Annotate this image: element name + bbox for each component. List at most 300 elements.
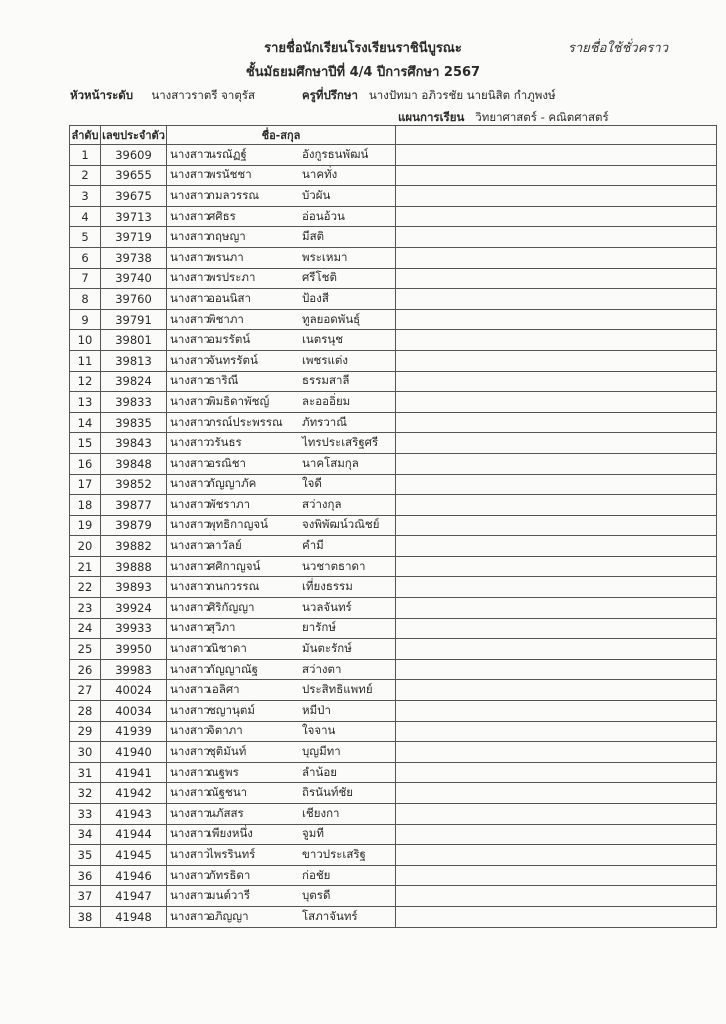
last-name: จงพิพัฒน์วณิชย์ bbox=[302, 517, 380, 532]
row-number: 19 bbox=[70, 515, 101, 536]
first-name: อรณิชา bbox=[208, 455, 247, 470]
student-name bbox=[167, 536, 396, 557]
first-name: ธาริณี bbox=[208, 373, 239, 388]
name-title: นางสาว bbox=[170, 599, 210, 614]
first-name: ชญานุตม์ bbox=[208, 702, 255, 717]
table-row bbox=[70, 371, 717, 392]
first-name: กมลวรรณ bbox=[208, 187, 260, 202]
first-name: สุวิภา bbox=[208, 620, 236, 635]
first-name: จันทรรัตน์ bbox=[208, 352, 258, 367]
student-name bbox=[167, 392, 396, 413]
student-id: 39882 bbox=[101, 536, 167, 557]
name-title: นางสาว bbox=[170, 393, 210, 408]
name-title: นางสาว bbox=[170, 558, 210, 573]
name-title: นางสาว bbox=[170, 867, 210, 882]
blank-cell bbox=[396, 536, 717, 557]
blank-cell bbox=[396, 618, 717, 639]
name-title: นางสาว bbox=[170, 661, 210, 676]
table-row bbox=[70, 350, 717, 371]
table-row bbox=[70, 165, 717, 186]
table-row bbox=[70, 556, 717, 577]
row-number: 6 bbox=[70, 247, 101, 268]
table-row bbox=[70, 618, 717, 639]
blank-cell bbox=[396, 330, 717, 351]
last-name: นวชาตธาดา bbox=[302, 558, 366, 573]
first-name: พัชราภา bbox=[208, 496, 251, 511]
head-teacher-value: นางสาวราตรี จาตุรัส bbox=[151, 88, 256, 102]
row-number: 11 bbox=[70, 350, 101, 371]
blank-cell bbox=[396, 392, 717, 413]
blank-cell bbox=[396, 145, 717, 166]
advisor-value: นางปัทมา อภิวรชัย นายนิสิต กำภูพงษ์ bbox=[368, 88, 556, 102]
row-number: 21 bbox=[70, 556, 101, 577]
last-name: ถิรนันท์ชัย bbox=[302, 785, 353, 800]
name-title: นางสาว bbox=[170, 373, 210, 388]
student-id: 39719 bbox=[101, 227, 167, 248]
first-name: ออนนิสา bbox=[208, 290, 252, 305]
student-id: 39609 bbox=[101, 145, 167, 166]
name-title: นางสาว bbox=[170, 249, 210, 264]
table-row bbox=[70, 845, 717, 866]
student-id: 39801 bbox=[101, 330, 167, 351]
student-name bbox=[167, 247, 396, 268]
row-number: 23 bbox=[70, 598, 101, 619]
student-name bbox=[167, 165, 396, 186]
table-row bbox=[70, 309, 717, 330]
first-name: พุทธิกาญจน์ bbox=[208, 517, 268, 532]
student-id: 40024 bbox=[101, 680, 167, 701]
row-number: 4 bbox=[70, 206, 101, 227]
table-row bbox=[70, 247, 717, 268]
name-title: นางสาว bbox=[170, 744, 210, 759]
student-id: 41944 bbox=[101, 824, 167, 845]
name-title: นางสาว bbox=[170, 352, 210, 367]
table-row bbox=[70, 742, 717, 763]
last-name: เพชรแต่ง bbox=[302, 352, 348, 367]
student-name bbox=[167, 453, 396, 474]
first-name: กัญญาภัค bbox=[208, 476, 257, 491]
row-number: 33 bbox=[70, 804, 101, 825]
student-name bbox=[167, 309, 396, 330]
document-title: รายชื่อนักเรียนโรงเรียนราชินีบูรณะ bbox=[264, 41, 462, 56]
student-id: 39888 bbox=[101, 556, 167, 577]
table-row bbox=[70, 762, 717, 783]
name-title: นางสาว bbox=[170, 579, 210, 594]
student-name bbox=[167, 515, 396, 536]
name-title: นางสาว bbox=[170, 435, 210, 450]
last-name: บัวผัน bbox=[302, 187, 331, 202]
blank-cell bbox=[396, 268, 717, 289]
student-id: 39675 bbox=[101, 186, 167, 207]
student-name bbox=[167, 268, 396, 289]
student-id: 39893 bbox=[101, 577, 167, 598]
student-name bbox=[167, 886, 396, 907]
name-title: นางสาว bbox=[170, 476, 210, 491]
student-name bbox=[167, 371, 396, 392]
first-name: จิตาภา bbox=[208, 723, 243, 738]
name-title: นางสาว bbox=[170, 146, 210, 161]
student-name bbox=[167, 618, 396, 639]
head-teacher bbox=[70, 87, 255, 105]
last-name: มันตะรักษ์ bbox=[302, 641, 352, 656]
first-name: พรนภา bbox=[208, 249, 244, 264]
student-name bbox=[167, 804, 396, 825]
name-title: นางสาว bbox=[170, 785, 210, 800]
first-name: นภัสสร bbox=[208, 805, 244, 820]
student-name bbox=[167, 577, 396, 598]
blank-cell bbox=[396, 886, 717, 907]
table-row bbox=[70, 824, 717, 845]
table-row bbox=[70, 515, 717, 536]
name-title: นางสาว bbox=[170, 702, 210, 717]
last-name: ขาวประเสริฐ bbox=[302, 846, 366, 861]
row-number: 17 bbox=[70, 474, 101, 495]
student-name bbox=[167, 433, 396, 454]
student-id: 41941 bbox=[101, 762, 167, 783]
row-number: 15 bbox=[70, 433, 101, 454]
table-row bbox=[70, 186, 717, 207]
name-title: นางสาว bbox=[170, 229, 210, 244]
table-row bbox=[70, 474, 717, 495]
blank-cell bbox=[396, 865, 717, 886]
row-number: 20 bbox=[70, 536, 101, 557]
student-id: 41943 bbox=[101, 804, 167, 825]
last-name: คำมี bbox=[302, 538, 324, 553]
name-title: นางสาว bbox=[170, 455, 210, 470]
blank-cell bbox=[396, 227, 717, 248]
student-id: 39813 bbox=[101, 350, 167, 371]
last-name: จูมที bbox=[302, 826, 324, 841]
row-number: 30 bbox=[70, 742, 101, 763]
student-id: 39740 bbox=[101, 268, 167, 289]
student-id: 39791 bbox=[101, 309, 167, 330]
table-row bbox=[70, 906, 717, 927]
table-row bbox=[70, 495, 717, 516]
first-name: ณัฐชนา bbox=[208, 785, 248, 800]
last-name: ประสิทธิแพทย์ bbox=[302, 682, 373, 697]
student-name bbox=[167, 639, 396, 660]
last-name: ทูลยอดพันธุ์ bbox=[302, 311, 361, 326]
blank-cell bbox=[396, 783, 717, 804]
last-name: ใจดี bbox=[302, 476, 322, 491]
table-row bbox=[70, 227, 717, 248]
blank-cell bbox=[396, 701, 717, 722]
student-name bbox=[167, 289, 396, 310]
row-number: 28 bbox=[70, 701, 101, 722]
table-row bbox=[70, 536, 717, 557]
blank-cell bbox=[396, 350, 717, 371]
student-id: 39933 bbox=[101, 618, 167, 639]
blank-cell bbox=[396, 474, 717, 495]
row-number: 29 bbox=[70, 721, 101, 742]
row-number: 38 bbox=[70, 906, 101, 927]
student-id: 39877 bbox=[101, 495, 167, 516]
blank-cell bbox=[396, 186, 717, 207]
last-name: นวลจันทร์ bbox=[302, 599, 352, 614]
blank-cell bbox=[396, 721, 717, 742]
table-row bbox=[70, 865, 717, 886]
student-id: 39833 bbox=[101, 392, 167, 413]
student-name bbox=[167, 721, 396, 742]
column-header-name: ชื่อ-สกุล bbox=[167, 126, 396, 145]
table-row bbox=[70, 453, 717, 474]
student-id: 39713 bbox=[101, 206, 167, 227]
blank-cell bbox=[396, 165, 717, 186]
last-name: ศรีโชติ bbox=[302, 270, 337, 285]
row-number: 9 bbox=[70, 309, 101, 330]
table-row bbox=[70, 145, 717, 166]
student-name bbox=[167, 742, 396, 763]
row-number: 7 bbox=[70, 268, 101, 289]
blank-cell bbox=[396, 639, 717, 660]
student-name bbox=[167, 206, 396, 227]
last-name: ยารักษ์ bbox=[302, 620, 336, 635]
table-row bbox=[70, 392, 717, 413]
name-title: นางสาว bbox=[170, 187, 210, 202]
first-name: นรณัฏฐ์ bbox=[208, 146, 247, 161]
student-id: 39924 bbox=[101, 598, 167, 619]
row-number: 18 bbox=[70, 495, 101, 516]
blank-cell bbox=[396, 247, 717, 268]
student-name bbox=[167, 474, 396, 495]
name-title: นางสาว bbox=[170, 496, 210, 511]
student-id: 39655 bbox=[101, 165, 167, 186]
blank-cell bbox=[396, 206, 717, 227]
table-row bbox=[70, 433, 717, 454]
student-name bbox=[167, 906, 396, 927]
row-number: 5 bbox=[70, 227, 101, 248]
student-id: 41946 bbox=[101, 865, 167, 886]
student-name bbox=[167, 845, 396, 866]
name-title: นางสาว bbox=[170, 414, 210, 429]
student-id: 39738 bbox=[101, 247, 167, 268]
row-number: 36 bbox=[70, 865, 101, 886]
row-number: 2 bbox=[70, 165, 101, 186]
student-name bbox=[167, 412, 396, 433]
student-id: 40034 bbox=[101, 701, 167, 722]
row-number: 34 bbox=[70, 824, 101, 845]
first-name: ไพรรินทร์ bbox=[208, 846, 256, 861]
student-name bbox=[167, 701, 396, 722]
table-row bbox=[70, 639, 717, 660]
row-number: 31 bbox=[70, 762, 101, 783]
student-name bbox=[167, 186, 396, 207]
student-id: 39843 bbox=[101, 433, 167, 454]
name-title: นางสาว bbox=[170, 290, 210, 305]
blank-cell bbox=[396, 906, 717, 927]
name-title: นางสาว bbox=[170, 846, 210, 861]
blank-cell bbox=[396, 371, 717, 392]
row-number: 27 bbox=[70, 680, 101, 701]
last-name: สว่างตา bbox=[302, 661, 342, 676]
advisor bbox=[302, 87, 556, 105]
column-header-code: เลขประจำตัว bbox=[101, 126, 167, 145]
student-id: 41948 bbox=[101, 906, 167, 927]
column-header-blank bbox=[396, 126, 717, 145]
student-id: 39879 bbox=[101, 515, 167, 536]
last-name: ละอออิ่ยม bbox=[302, 393, 351, 408]
table-row bbox=[70, 206, 717, 227]
table-row bbox=[70, 886, 717, 907]
student-id: 39852 bbox=[101, 474, 167, 495]
blank-cell bbox=[396, 680, 717, 701]
student-name bbox=[167, 762, 396, 783]
last-name: สว่างกุล bbox=[302, 496, 342, 511]
blank-cell bbox=[396, 598, 717, 619]
last-name: นาคโสมกุล bbox=[302, 455, 359, 470]
last-name: หมีป่า bbox=[302, 702, 331, 717]
row-number: 14 bbox=[70, 412, 101, 433]
blank-cell bbox=[396, 577, 717, 598]
last-name: ลำน้อย bbox=[302, 764, 338, 779]
row-number: 12 bbox=[70, 371, 101, 392]
first-name: พรนัชชา bbox=[208, 167, 252, 182]
student-id: 41942 bbox=[101, 783, 167, 804]
row-number: 37 bbox=[70, 886, 101, 907]
last-name: ไทรประเสริฐศรี bbox=[302, 435, 379, 450]
last-name: ก่อชัย bbox=[302, 867, 331, 882]
student-table bbox=[69, 125, 717, 928]
draft-note: รายชื่อใช้ชั่วคราว bbox=[567, 41, 668, 56]
head-teacher-label: หัวหน้าระดับ bbox=[70, 88, 134, 102]
blank-cell bbox=[396, 309, 717, 330]
student-id: 41939 bbox=[101, 721, 167, 742]
name-title: นางสาว bbox=[170, 805, 210, 820]
advisor-label: ครูที่ปรึกษา bbox=[302, 88, 358, 102]
first-name: ณิชาดา bbox=[208, 641, 247, 656]
name-title: นางสาว bbox=[170, 538, 210, 553]
first-name: ภัทรธิดา bbox=[208, 867, 251, 882]
student-id: 39950 bbox=[101, 639, 167, 660]
program-value: วิทยาศาสตร์ - คณิตศาสตร์ bbox=[475, 110, 609, 124]
last-name: บุตรดี bbox=[302, 888, 331, 903]
first-name: ณฐพร bbox=[208, 764, 239, 779]
first-name: มนต์วารี bbox=[208, 888, 251, 903]
last-name: โสภาจันทร์ bbox=[302, 908, 358, 923]
name-title: นางสาว bbox=[170, 620, 210, 635]
table-row bbox=[70, 577, 717, 598]
column-header-no: ลำดับ bbox=[70, 126, 101, 145]
name-title: นางสาว bbox=[170, 517, 210, 532]
name-title: นางสาว bbox=[170, 826, 210, 841]
blank-cell bbox=[396, 412, 717, 433]
first-name: ชุติมันท์ bbox=[208, 744, 247, 759]
blank-cell bbox=[396, 289, 717, 310]
name-title: นางสาว bbox=[170, 641, 210, 656]
name-title: นางสาว bbox=[170, 270, 210, 285]
student-name bbox=[167, 865, 396, 886]
first-name: กฤษญา bbox=[208, 229, 246, 244]
row-number: 3 bbox=[70, 186, 101, 207]
first-name: ศิริกัญญา bbox=[208, 599, 255, 614]
last-name: เที่ยงธรรม bbox=[302, 579, 353, 594]
program-label: แผนการเรียน bbox=[398, 110, 465, 124]
student-name bbox=[167, 556, 396, 577]
last-name: ใจจาน bbox=[302, 723, 336, 738]
last-name: อ่อนอ้วน bbox=[302, 208, 345, 223]
table-row bbox=[70, 412, 717, 433]
student-name bbox=[167, 598, 396, 619]
student-name bbox=[167, 783, 396, 804]
name-title: นางสาว bbox=[170, 888, 210, 903]
blank-cell bbox=[396, 845, 717, 866]
name-title: นางสาว bbox=[170, 332, 210, 347]
name-title: นางสาว bbox=[170, 908, 210, 923]
table-body bbox=[70, 145, 717, 928]
table-row bbox=[70, 289, 717, 310]
last-name: ป้องสี bbox=[302, 290, 329, 305]
class-subtitle: ชั้นมัธยมศึกษาปีที่ 4/4 ปีการศึกษา 2567 bbox=[245, 65, 481, 80]
name-title: นางสาว bbox=[170, 208, 210, 223]
student-name bbox=[167, 680, 396, 701]
blank-cell bbox=[396, 824, 717, 845]
row-number: 26 bbox=[70, 659, 101, 680]
name-title: นางสาว bbox=[170, 723, 210, 738]
last-name: อังกูรธนพัฒน์ bbox=[302, 146, 369, 161]
first-name: เพียงหนึ่ง bbox=[208, 826, 253, 841]
last-name: เนตรนุช bbox=[302, 332, 344, 347]
student-name bbox=[167, 350, 396, 371]
first-name: ศศิธร bbox=[208, 208, 236, 223]
student-id: 39824 bbox=[101, 371, 167, 392]
student-name bbox=[167, 227, 396, 248]
row-number: 32 bbox=[70, 783, 101, 804]
student-name bbox=[167, 824, 396, 845]
last-name: มีสติ bbox=[302, 229, 325, 244]
row-number: 24 bbox=[70, 618, 101, 639]
first-name: พรประภา bbox=[208, 270, 256, 285]
row-number: 16 bbox=[70, 453, 101, 474]
student-id: 39835 bbox=[101, 412, 167, 433]
last-name: เชียงกา bbox=[302, 805, 340, 820]
table-row bbox=[70, 721, 717, 742]
first-name: พิมธิดาพัชญ์ bbox=[208, 393, 270, 408]
last-name: นาคทั่ง bbox=[302, 167, 338, 182]
first-name: พิชาภา bbox=[208, 311, 244, 326]
blank-cell bbox=[396, 804, 717, 825]
last-name: ภัทรวาณี bbox=[302, 414, 347, 429]
student-id: 39983 bbox=[101, 659, 167, 680]
blank-cell bbox=[396, 762, 717, 783]
first-name: กนกวรรณ bbox=[208, 579, 260, 594]
blank-cell bbox=[396, 433, 717, 454]
table-row bbox=[70, 598, 717, 619]
name-title: นางสาว bbox=[170, 682, 210, 697]
first-name: อภิญญา bbox=[208, 908, 249, 923]
table-row bbox=[70, 659, 717, 680]
table-row bbox=[70, 783, 717, 804]
table-header-row bbox=[70, 126, 717, 145]
row-number: 13 bbox=[70, 392, 101, 413]
last-name: ธรรมสาลี bbox=[302, 373, 350, 388]
last-name: บุญมีทา bbox=[302, 744, 341, 759]
row-number: 35 bbox=[70, 845, 101, 866]
first-name: อมรรัตน์ bbox=[208, 332, 251, 347]
student-name bbox=[167, 330, 396, 351]
student-name bbox=[167, 659, 396, 680]
blank-cell bbox=[396, 453, 717, 474]
student-name bbox=[167, 495, 396, 516]
blank-cell bbox=[396, 659, 717, 680]
row-number: 10 bbox=[70, 330, 101, 351]
student-id: 41940 bbox=[101, 742, 167, 763]
table-row bbox=[70, 268, 717, 289]
table-row bbox=[70, 804, 717, 825]
student-id: 39848 bbox=[101, 453, 167, 474]
blank-cell bbox=[396, 742, 717, 763]
first-name: เอลิศา bbox=[208, 682, 240, 697]
table-row bbox=[70, 701, 717, 722]
